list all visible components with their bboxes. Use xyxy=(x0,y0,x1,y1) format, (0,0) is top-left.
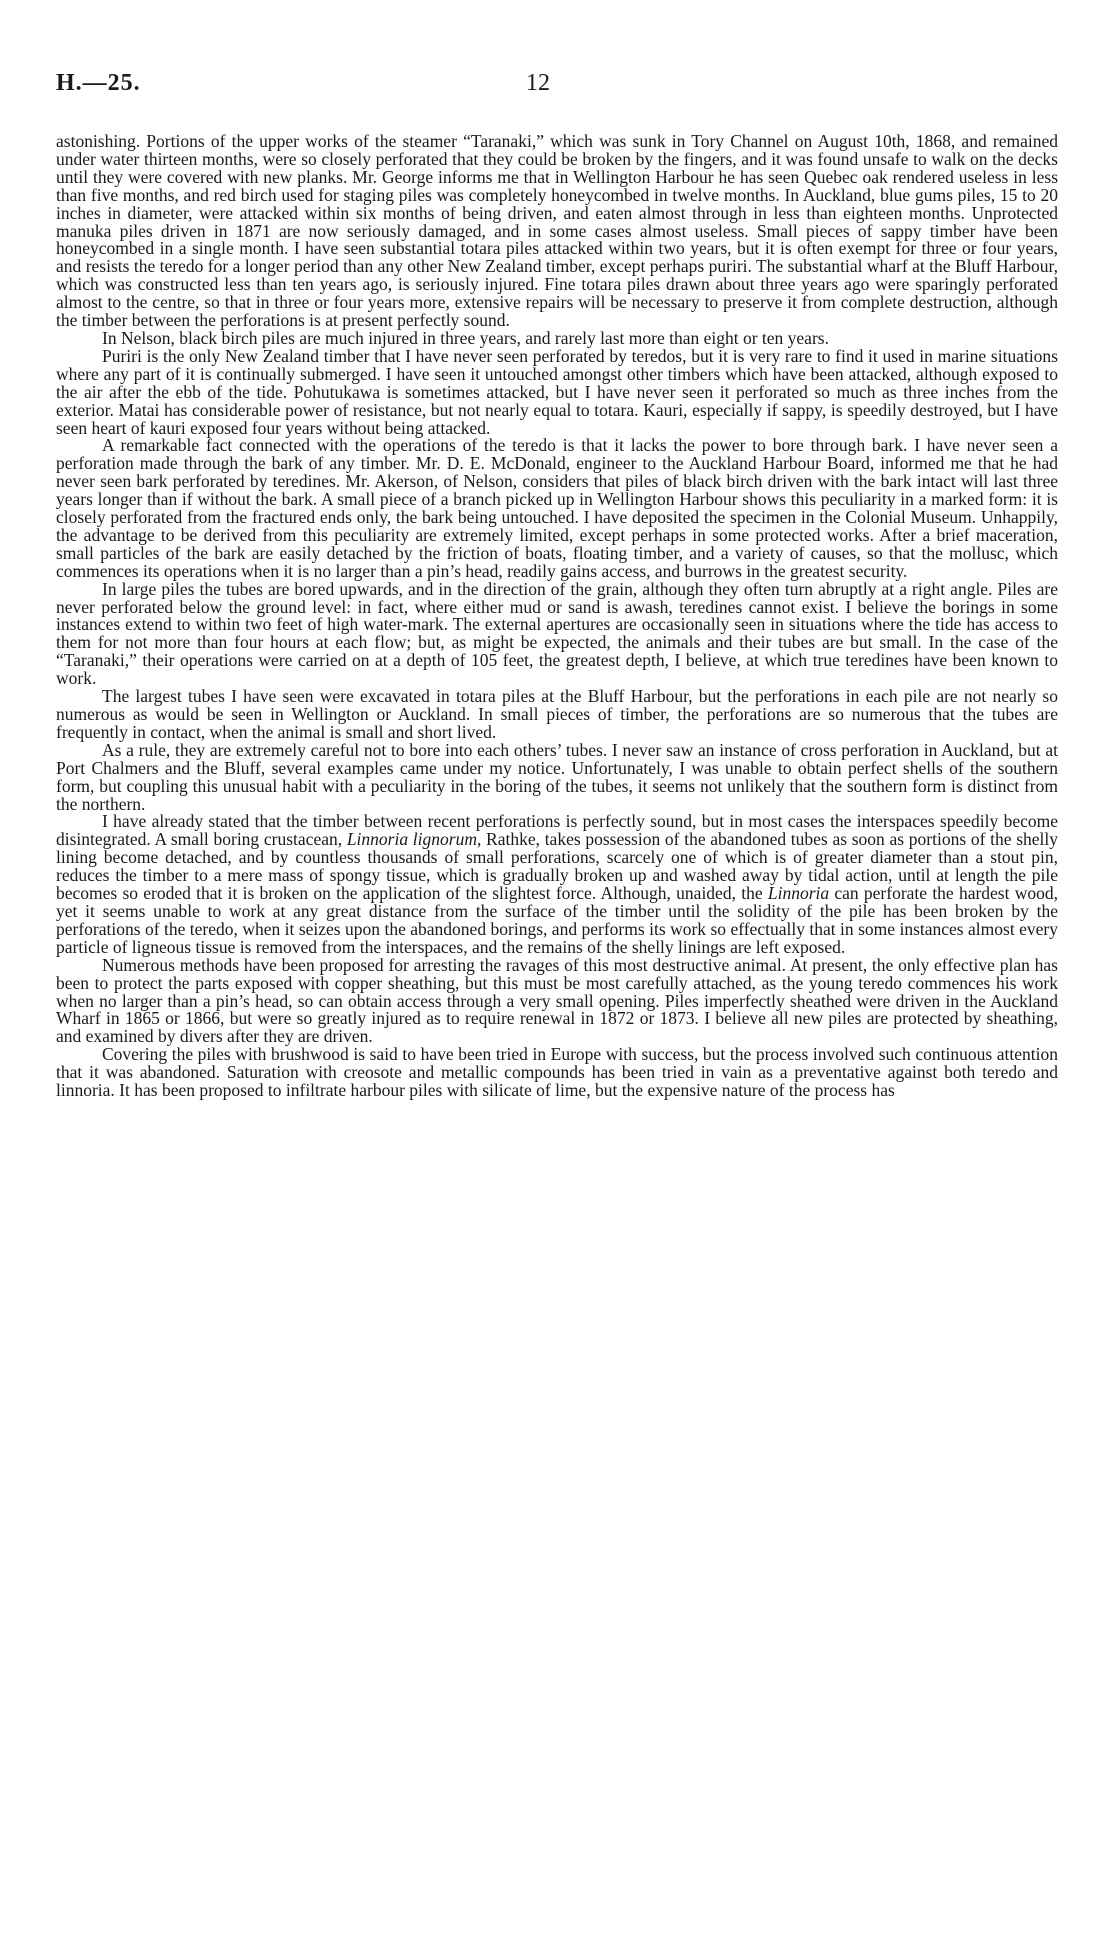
paragraph-1: astonishing. Portions of the upper works of the steamer “Taranaki,” which was sunk in Tory Channel on August 10th, 1868, and remained under water thirteen months, were so closely perforated that they could be broken by the fingers, and it was found unsafe to walk on the decks until they were covered with new planks. Mr. George informs me that in Wellington Harbour he has seen Quebec oak rendered useless in less than five months, and red birch used for staging piles was completely honeycombed in twelve months. In Auckland, blue gums piles, 15 to 20 inches in diameter, were attacked within six months of being driven, and eaten almost through in less than eighteen months. Unprotected manuka piles driven in 1871 are now seriously damaged, and in some cases almost useless. Small pieces of sappy timber have been honeycombed in a single month. I have seen substantial totara piles attacked within two years, but it is often exempt for three or four years, and resists the teredo for a longer period than any other New Zealand timber, except perhaps puriri. The substantial wharf at the Bluff Harbour, which was constructed less than ten years ago, is seriously injured. Fine totara piles drawn about three years ago were sparingly perforated almost to the centre, so that in three or four years more, extensive repairs will be necessary to preserve it from complete destruction, although the timber between the perforations is at present perfectly sound. xyxy=(56,131,1058,331)
paragraph-9: Numerous methods have been proposed for arresting the ravages of this most destructive animal. At present, the only effective plan has been to protect the parts exposed with copper sheathing, but this must be most carefully attached, as the young teredo commences his work when no larger than a pin’s head, so can obtain access through a very small opening. Piles imperfectly sheathed were driven in the Auckland Wharf in 1865 or 1866, but were so greatly injured as to require renewal in 1872 or 1873. I believe all new piles are protected by sheathing, and examined by divers after they are driven. xyxy=(56,954,1058,1047)
genus-name-linnoria: Linnoria xyxy=(767,883,830,904)
page-number: 12 xyxy=(526,70,550,96)
page-header xyxy=(56,70,556,110)
paragraph-8-text-before: I have already stated that the timber between recent perforations is perfectly sound, but in most cases the interspaces speedily become disintegrated. A small boring crustacean, xyxy=(56,811,1058,850)
paragraph-10: Covering the piles with brushwood is said to have been tried in Europe with success, but the process involved such continuous attention that it was abandoned. Saturation with creosote and metallic compounds has been tried in vain as a preventative against both teredo and linnoria. It has been proposed to infiltrate harbour piles with silicate of lime, but the expensive nature of the process has xyxy=(56,1044,1058,1101)
paragraph-3: Puriri is the only New Zealand timber that I have never seen perforated by teredos, but it is very rare to find it used in marine situations where any part of it is continually submerged. I have seen it untouched amongst other timbers which have been attacked, although exposed to the air after the ebb of the tide. Pohutukawa is sometimes attacked, but I have never seen it perforated so much as three inches from the exterior. Matai has considerable power of resistance, but not nearly equal to totara. Kauri, especially if sappy, is speedily destroyed, but I have seen heart of kauri exposed four years without being attacked. xyxy=(56,345,1058,438)
document-reference: H.—25. xyxy=(56,70,141,96)
paragraph-6: The largest tubes I have seen were excavated in totara piles at the Bluff Harbour, but the perforations in each pile are not nearly so numerous as would be seen in Wellington or Auckland. In small pieces of timber, the perforations are so numerous that the tubes are frequently in contact, when the animal is small and short lived. xyxy=(56,686,1058,742)
paragraph-8 xyxy=(56,813,1058,956)
paragraph-7: As a rule, they are extremely careful not to bore into each others’ tubes. I never saw an instance of cross perforation in Auckland, but at Port Chalmers and the Bluff, several examples came under my notice. Unfortunately, I was unable to obtain perfect shells of the southern form, but coupling this unusual habit with a peculiarity in the boring of the tubes, it seems not unlikely that the southern form is distinct from the northern. xyxy=(56,739,1058,814)
paragraph-4: A remarkable fact connected with the operations of the teredo is that it lacks the power to bore through bark. I have never seen a perforation made through the bark of any timber. Mr. D. E. McDonald, engineer to the Auckland Harbour Board, informed me that he had never seen bark perforated by teredines. Mr. Akerson, of Nelson, considers that piles of black birch driven with the bark intact will last three years longer than if without the bark. A small piece of a branch picked up in Wellington Harbour shows this peculiarity in a marked form: it is closely perforated from the fractured ends only, the bark being untouched. I have deposited the specimen in the Colonial Museum. Unhappily, the advantage to be derived from this peculiarity are extremely limited, except perhaps in some protected works. After a brief maceration, small particles of the bark are easily detached by the friction of boats, floating timber, and a variety of causes, so that the mollusc, which commences its operations when it is no larger than a pin’s head, readily gains access, and burrows in the greatest security. xyxy=(56,435,1058,581)
paragraph-5: In large piles the tubes are bored upwards, and in the direction of the grain, although they often turn abruptly at a right angle. Piles are never perforated below the ground level: in fact, where either mud or sand is awash, teredines cannot exist. I believe the borings in some instances extend to within two feet of high water-mark. The external apertures are occasionally seen in situations where the tide has access to them for not more than four hours at each flow; but, as might be expected, the animals and their tubes are but small. In the case of the “Taranaki,” their operations were carried on at a depth of 105 feet, the greatest depth, I believe, at which true teredines have been known to work. xyxy=(56,578,1058,689)
body-text xyxy=(56,133,1058,1100)
paragraph-2: In Nelson, black birch piles are much injured in three years, and rarely last more than eight or ten years. xyxy=(102,327,829,348)
species-name-linnoria-lignorum: Linnoria lignorum, xyxy=(346,829,482,850)
paragraph-8-text-middle: Rathke, takes possession of the abandoned tubes as soon as portions of the shelly lining become detached, and by countless thousands of small perforations, scarcely one of which is of greater diameter than a stout pin, reduces the timber to a mere mass of spongy tissue, which is gradually broken up and washed away by tidal action, until at length the pile becomes so eroded that it is broken on the application of the slightest force. Although, unaided, the xyxy=(56,829,1058,904)
paragraph-8-text-after: can perforate the hardest wood, yet it seems unable to work at any great distance from the surface of the timber until the solidity of the pile has been broken by the perforations of the teredo, when it seizes upon the abandoned borings, and performs its work so effectually that in some instances almost every particle of ligneous tissue is removed from the interspaces, and the remains of the shelly linings are left exposed. xyxy=(56,883,1058,957)
